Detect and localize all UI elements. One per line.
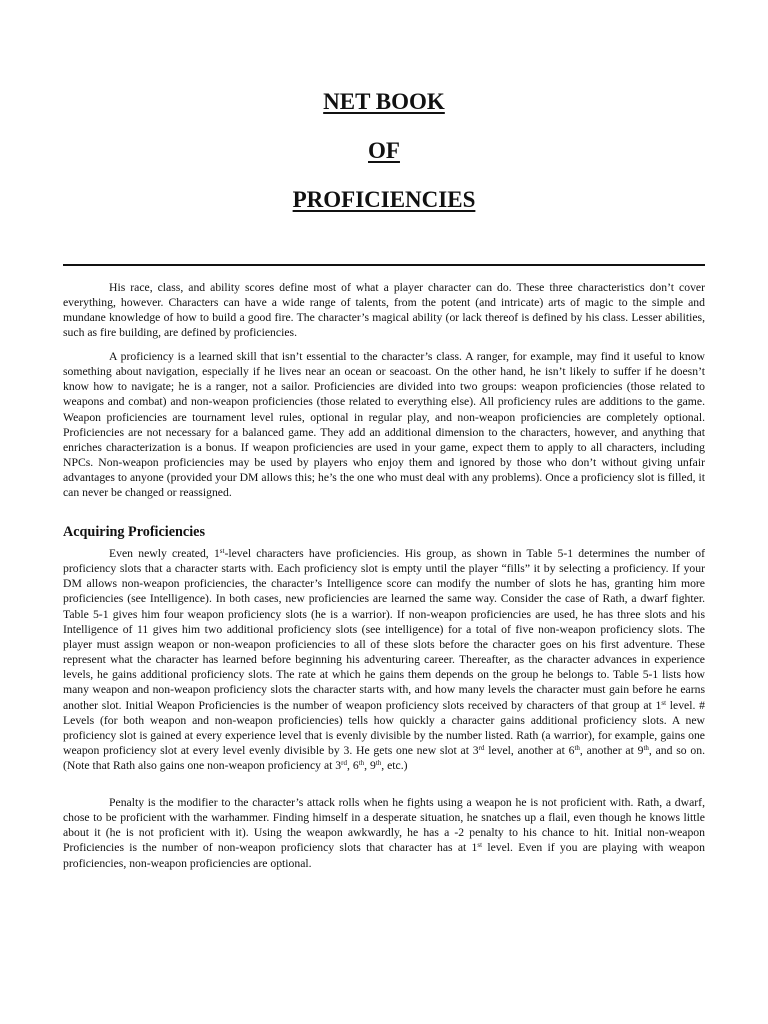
superscript: th [574,744,580,753]
text-run: , 9 [364,759,376,773]
superscript: st [661,698,667,707]
title-line-of: OF [368,138,400,163]
superscript: rd [341,759,347,768]
text-run: level, another at 6 [484,744,575,758]
superscript: th [358,759,365,768]
text-run: level. Even if you are playing with weapon proficiencies, non-weapon proficiencies are optional. [63,841,705,870]
intro-paragraph-1 [63,280,705,341]
superscript: st [219,547,225,555]
text-run: , etc.) [381,759,408,773]
horizontal-rule [63,264,705,266]
superscript: th [375,759,382,768]
text-run: Penalty is the modifier to the character’s attack rolls when he fights using a weapon he is not proficient with. Rath, a dwarf, chose to be proficient with the warhammer. Finding himself in a desperate situation, he snatches up a flail, even though he knows little about it (he is not proficient with it). Using the weapon awkwardly, he has a -2 penalty to his chance to hit. Initial non-weapon Proficiencies is the number of non-weapon proficiency slots that character has at 1 [63,796,705,855]
text-run: -level characters have proficiencies. His group, as shown in Table 5-1 determines the number of proficiency slots that a character starts with. Each proficiency slot is empty until the player “fills” it by selecting a proficiency. If your DM allows non-weapon proficiencies, the character’s Intelligence score can modify the number of slots he has, granting him more proficiencies (see Intelligence). In both cases, new proficiencies are learned the same way. Consider the case of Rath, a dwarf fighter. Table 5-1 gives him four weapon proficiency slots (he is a warrior). If non-weapon proficiencies are used, he has three slots and his Intelligence of 11 gives him two additional proficiency slots (see intelligence) for a total of five non-weapon proficiency slots. The player must assign weapon or non-weapon proficiencies to all of these slots before the character goes on his first adventure. These represent what the character has learned before beginning his adventuring career. Thereafter, as the character advances in experience levels, he gains additional proficiency slots. The rate at which he gains them depends on the group he belongs to. Table 5-1 lists how many weapon and non-weapon proficiency slots the character starts with, and how many levels the character must gain before he earns another slot. Initial Weapon Proficiencies is the number of weapon proficiency slots received by characters of that group at 1 [63,547,705,712]
paragraph-text: His race, class, and ability scores define most of what a player character can do. These three characteristics don’t cover everything, however. Characters can have a wide range of talents, from the potent (and intricate) arts of magic to the simple and mundane knowledge of how to build a good fire. The character’s magical ability (or lack thereof is defined by his class. Lesser abilities, such as fire building, are defined by proficiencies. [63,281,705,340]
text-run: , another at 9 [579,744,644,758]
section-heading: Acquiring Proficiencies [63,524,205,540]
acquiring-paragraph-2 [63,795,705,871]
superscript: th [643,744,649,753]
paragraph-text [63,546,705,773]
title-line-net-book: NET BOOK [323,89,445,114]
acquiring-paragraph-1 [63,546,705,773]
text-run: , and so on. (Note that Rath also gains one non-weapon proficiency at 3 [63,744,705,773]
text-run: , 6 [347,759,359,773]
superscript: st [477,841,483,850]
text-run: Even newly created, 1 [109,547,220,560]
paragraph-text [63,795,705,871]
intro-paragraph-2 [63,349,705,501]
paragraph-text: A proficiency is a learned skill that isn’t essential to the character’s class. A ranger, for example, may find it useful to know something about navigation, especially if he lives near an ocean or seacoast. On the other hand, he isn’t likely to suffer if he doesn’t know how to navigate; he is a ranger, not a sailor. Proficiencies are divided into two groups: weapon proficiencies (those related to weapons and combat) and non-weapon proficiencies (those related to everything else). All proficiency rules are additions to the game. Weapon proficiencies are tournament level rules, optional in regular play, and non-weapon proficiencies are completely optional. Proficiencies are not necessary for a balanced game. They add an additional dimension to the characters, however, and anything that enriches characterization is a bonus. If weapon proficiencies are used in your game, expect them to apply to all characters, including NPCs. Non-weapon proficiencies may be used by players who enjoy them and ignored by those who don’t without giving unfair advantages to anyone (provided your DM allows this; he’s the one who must deal with any problems). Once a proficiency slot is filled, it can never be changed or reassigned. [63,350,705,500]
superscript: rd [478,744,485,753]
text-run: level. # Levels (for both weapon and non-weapon proficiencies) tells how quickly a character gains additional proficiency slots. A new proficiency slot is gained at every experience level that is evenly divisible by the number listed. Rath (a warrior), for example, gains one weapon proficiency slot at every level evenly divisible by 3. He gets one new slot at 3 [63,698,705,758]
title-line-proficiencies: PROFICIENCIES [292,187,476,212]
